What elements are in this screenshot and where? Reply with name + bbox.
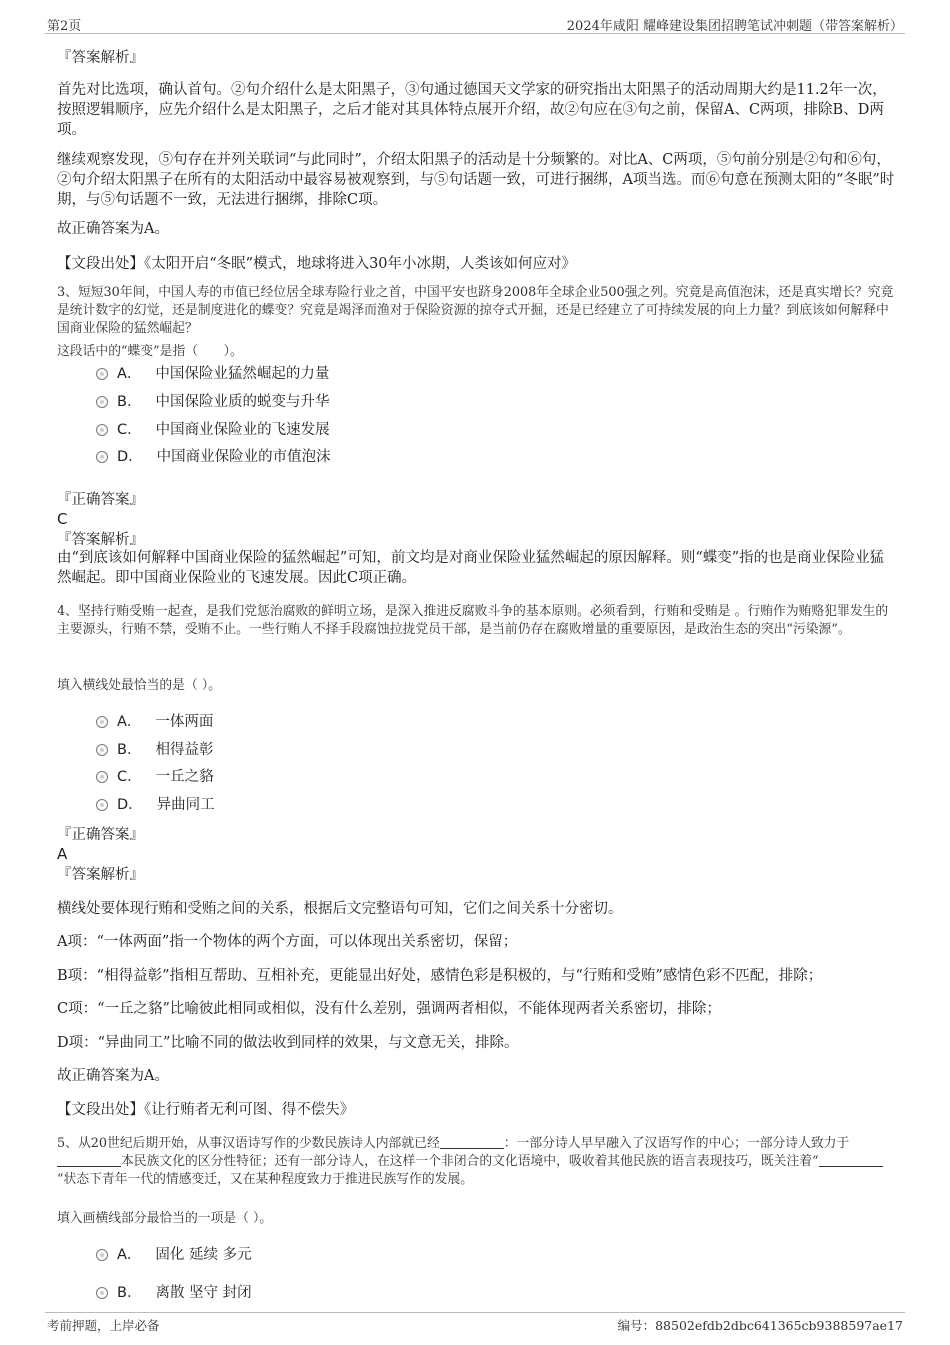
q4-source: 【文段出处】《让行贿者无利可图、得不偿失》	[57, 1102, 355, 1118]
fill-blank-1	[440, 1136, 504, 1149]
radio-icon[interactable]	[96, 1287, 108, 1299]
fill-blank-3	[819, 1154, 883, 1167]
q4-stem: 4、坚持行贿受贿一起查，是我们党惩治腐败的鲜明立场，是深入推进反腐败斗争的基本原则。必须看到，行贿和受贿是 。行贿作为贿赂犯罪发生的主要源头，行贿不禁，受贿不止。一些行贿人不择手段腐蚀拉拢党员干部，是当前仍存在腐败增量的重要原因，是政治生态的突出“污染源”。	[57, 604, 889, 637]
q3-option-c[interactable]: C． 中国商业保险业的飞速发展	[96, 420, 330, 440]
page-footer	[45, 1312, 905, 1334]
q2-analysis-p3: 故正确答案为A。	[57, 221, 169, 237]
radio-icon[interactable]	[96, 396, 108, 408]
radio-icon[interactable]	[96, 451, 108, 463]
q4-analysis-5: D项：“异曲同工”比喻不同的做法收到同样的效果，与文意无关，排除。	[57, 1035, 519, 1051]
q4-option-c[interactable]: C． 一丘之貉	[96, 767, 214, 787]
q4-option-d[interactable]: D． 异曲同工	[96, 795, 215, 815]
q5-stem: 5、从20世纪后期开始，从事汉语诗写作的少数民族诗人内部就已经 ：一部分诗人早早融入了汉语写作的中心；一部分诗人致力于本民族文化的区分性特征；还有一部分诗人，在这样一个非闭合的文化语境中，吸收着其他民族的语言表现技巧，既关注着“”状态下青年一代的情感变迁，又在某种程度致力于推进民族写作的发展。	[57, 1135, 897, 1189]
q3-analysis: 由“到底该如何解释中国商业保险的猛然崛起”可知，前文均是对商业保险业猛然崛起的原因解释。则“蝶变”指的也是商业保险业猛然崛起。即中国商业保险业的飞速发展。因此C项正确。	[57, 550, 885, 586]
document-id: 编号：88502efdb2dbc641365cb9388597ae17	[617, 1318, 903, 1333]
fill-blank-2	[57, 1154, 121, 1167]
q4-analysis-6: 故正确答案为A。	[57, 1068, 169, 1084]
radio-icon[interactable]	[96, 771, 108, 783]
q3-option-a[interactable]: A． 中国保险业猛然崛起的力量	[96, 364, 329, 384]
page-header	[45, 14, 905, 34]
q4-analysis-2: A项：“一体两面”指一个物体的两个方面，可以体现出关系密切，保留；	[57, 934, 518, 950]
q3-correct-answer: C	[57, 510, 68, 528]
footer-slogan: 考前押题，上岸必备	[47, 1318, 160, 1333]
q3-analysis-label: 『答案解析』	[57, 532, 144, 548]
q2-source: 【文段出处】《太阳开启“冬眠”模式，地球将进入30年小冰期，人类该如何应对》	[57, 256, 577, 272]
q3-option-b[interactable]: B． 中国保险业质的蜕变与升华	[96, 392, 329, 412]
q5-option-b[interactable]: B． 离散 坚守 封闭	[96, 1283, 252, 1303]
q2-analysis-p1: 首先对比选项，确认首句。②句介绍什么是太阳黑子，③句通过德国天文学家的研究指出太阳黑子的活动周期大约是11.2年一次，按照逻辑顺序，应先介绍什么是太阳黑子，之后才能对其具体特点展开介绍，故②句应在③句之前，保留A、C两项，排除B、D两项。	[57, 82, 887, 138]
q4-analysis-1: 横线处要体现行贿和受贿之间的关系，根据后文完整语句可知，它们之间关系十分密切。	[57, 901, 623, 917]
q2-analysis-label: 『答案解析』	[57, 50, 144, 66]
q3-stem: 3、短短30年间，中国人寿的市值已经位居全球寿险行业之首，中国平安也跻身2008年全球企业500强之列。究竟是高值泡沫，还是真实增长？究竟是统计数字的幻觉，还是制度进化的蝶变？究竟是竭泽而渔对于保险资源的掠夺式开掘，还是已经建立了可持续发展的向上力量？到底该如何解释中国商业保险的猛然崛起？	[57, 285, 894, 336]
radio-icon[interactable]	[96, 1249, 108, 1261]
q3-correct-label: 『正确答案』	[57, 492, 144, 508]
q5-option-a[interactable]: A． 固化 延续 多元	[96, 1245, 252, 1265]
radio-icon[interactable]	[96, 799, 108, 811]
q2-analysis-p2: 继续观察发现，⑤句存在并列关联词“与此同时”，介绍太阳黑子的活动是十分频繁的。对比A、C两项，⑤句前分别是②句和⑥句，②句介绍太阳黑子在所有的太阳活动中最容易被观察到，与⑤句话题一致，可进行捆绑，A项当选。而⑥句意在预测太阳的“冬眠”时期，与⑤句话题不一致，无法进行捆绑，排除C项。	[57, 152, 895, 208]
q4-option-a[interactable]: A． 一体两面	[96, 712, 213, 732]
q4-correct-label: 『正确答案』	[57, 827, 144, 843]
radio-icon[interactable]	[96, 424, 108, 436]
q4-option-b[interactable]: B． 相得益彰	[96, 740, 213, 760]
q4-analysis-4: C项：“一丘之貉”比喻彼此相同或相似，没有什么差别，强调两者相似，不能体现两者关系密切，排除；	[57, 1001, 721, 1017]
q4-question: 填入横线处最恰当的是（ ）。	[57, 678, 222, 693]
radio-icon[interactable]	[96, 368, 108, 380]
q3-option-d[interactable]: D． 中国商业保险业的市值泡沫	[96, 447, 331, 467]
radio-icon[interactable]	[96, 716, 108, 728]
q5-question: 填入画横线部分最恰当的一项是（ ）。	[57, 1211, 273, 1226]
page-number: 第2页	[47, 19, 82, 34]
q4-analysis-label: 『答案解析』	[57, 867, 144, 883]
q4-correct-answer: A	[57, 845, 68, 863]
q3-question: 这段话中的“蝶变”是指（ ）。	[57, 344, 243, 359]
radio-icon[interactable]	[96, 744, 108, 756]
document-title: 2024年咸阳 耀峰建设集团招聘笔试冲刺题（带答案解析）	[566, 19, 903, 34]
q4-analysis-3: B项：“相得益彰”指相互帮助、互相补充，更能显出好处，感情色彩是积极的，与“行贿和受贿”感情色彩不匹配，排除；	[57, 968, 823, 984]
